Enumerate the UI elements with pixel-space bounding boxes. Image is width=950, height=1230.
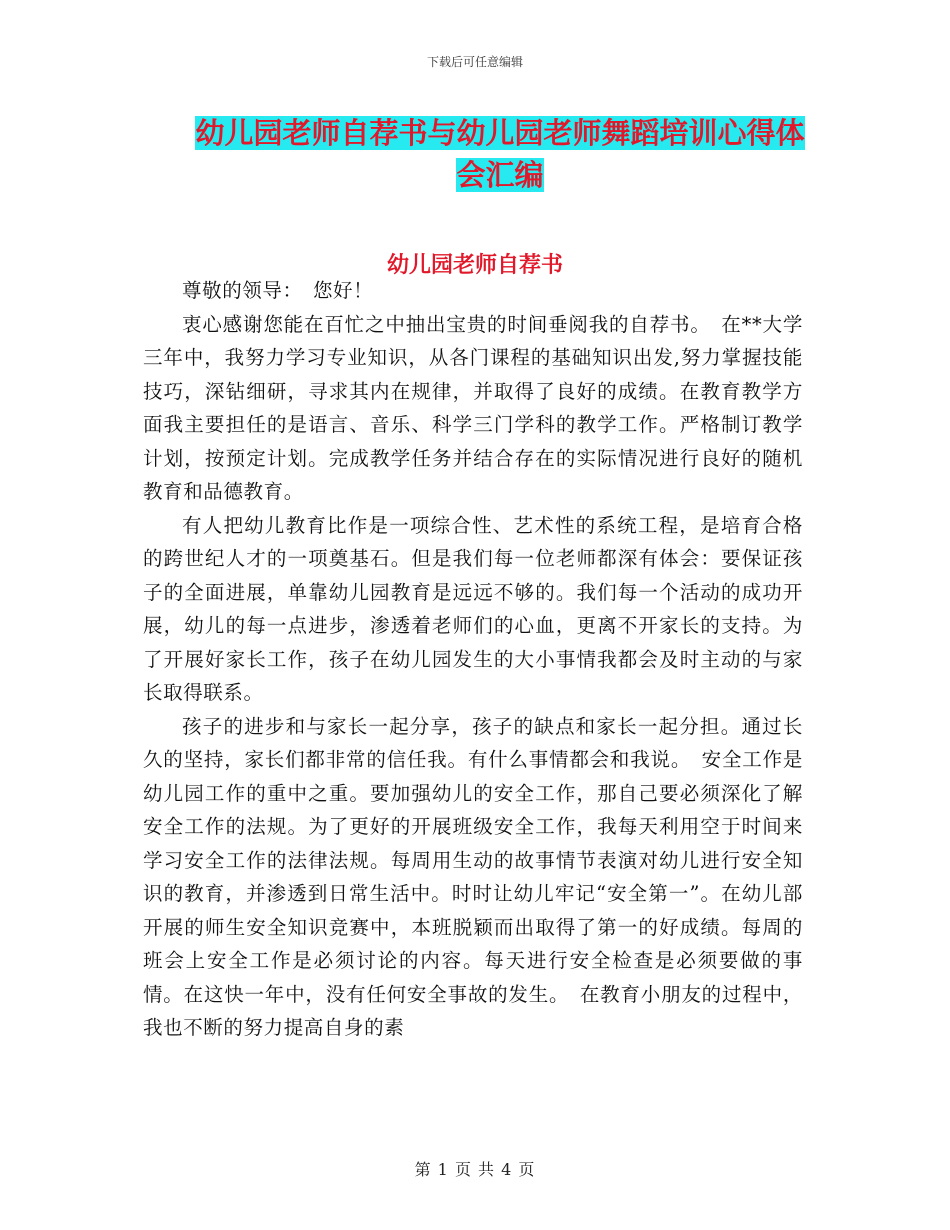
page-number-footer: 第 1 页 共 4 页 bbox=[414, 1160, 536, 1179]
paragraph: 衷心感谢您能在百忙之中抽出宝贵的时间垂阅我的自荐书。 在**大学三年中，我努力学习专业知识，从各门课程的基础知识出发,努力掌握技能技巧，深钻细研，寻求其内在规律，并取得了良好的成绩。在教育教学方面我主要担任的是语言、音乐、科学三门学科的教学工作。严格制订教学计划，按预定计划。完成教学任务并结合存在的实际情况进行良好的随机教育和品德教育。 bbox=[143, 312, 803, 503]
document-body bbox=[143, 274, 803, 1045]
document-title bbox=[190, 112, 810, 196]
section-title: 幼儿园老师自荐书 bbox=[386, 253, 563, 278]
header-note: 下载后可任意编辑 bbox=[426, 55, 523, 69]
paragraph-greeting: 尊敬的领导： 您好！ bbox=[182, 279, 374, 302]
paragraph: 孩子的进步和与家长一起分享，孩子的缺点和家长一起分担。通过长久的坚持，家长们都非常的信任我。有什么事情都会和我说。 安全工作是幼儿园工作的重中之重。要加强幼儿的安全工作，那自己要必须深化了解安全工作的法规。为了更好的开展班级安全工作，我每天利用空于时间来学习安全工作的法律法规。每周用生动的故事情节表演对幼儿进行安全知识的教育，并渗透到日常生活中。时时让幼儿牢记“安全第一”。在幼儿部开展的师生安全知识竞赛中，本班脱颖而出取得了第一的好成绩。每周的班会上安全工作是必须讨论的内容。每天进行安全检查是必须要做的事情。在这快一年中，没有任何安全事故的发生。 在教育小朋友的过程中，我也不断的努力提高自身的素 bbox=[143, 714, 803, 1039]
document-title-text: 幼儿园老师自荐书与幼儿园老师舞蹈培训心得体会汇编 bbox=[195, 116, 805, 192]
paragraph: 有人把幼儿教育比作是一项综合性、艺术性的系统工程，是培育合格的跨世纪人才的一项奠基石。但是我们每一位老师都深有体会：要保证孩子的全面进展，单靠幼儿园教育是远远不够的。我们每一个活动的成功开展，幼儿的每一点进步，渗透着老师们的心血，更离不开家长的支持。为了开展好家长工作，孩子在幼儿园发生的大小事情我都会及时主动的与家长取得联系。 bbox=[143, 513, 803, 704]
